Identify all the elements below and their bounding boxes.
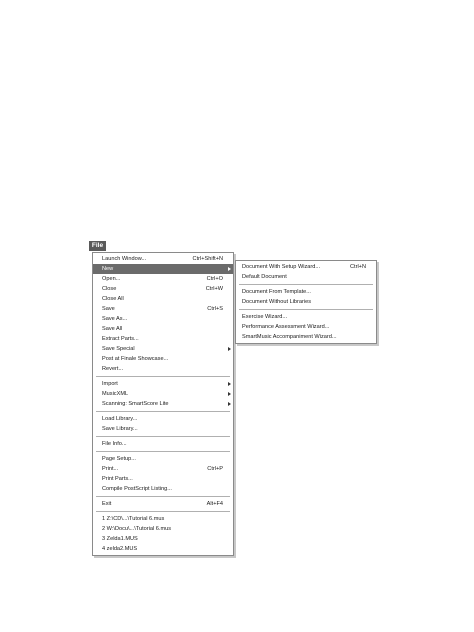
menu-item-label: Performance Assessment Wizard... <box>242 324 330 330</box>
submenu-item-without-libraries[interactable] <box>236 297 376 307</box>
submenu-item-default-document[interactable] <box>236 272 376 282</box>
menu-item-label: Print... <box>102 466 119 472</box>
menu-separator <box>96 496 230 497</box>
menu-item-save-all[interactable] <box>93 324 233 334</box>
menu-item-label: Extract Parts... <box>102 336 139 342</box>
menu-item-print-parts[interactable] <box>93 474 233 484</box>
menu-item-load-library[interactable] <box>93 414 233 424</box>
menu-item-label: Save All <box>102 326 123 332</box>
menu-item-label: 2 W:\Docu\...\Tutorial 6.mus <box>102 526 172 532</box>
menu-item-shortcut: Ctrl+Shift+N <box>192 256 223 262</box>
menu-item-label: SmartMusic Accompaniment Wizard... <box>242 334 337 340</box>
menu-separator <box>96 376 230 377</box>
menu-item-exit[interactable] <box>93 499 233 509</box>
menu-separator <box>96 411 230 412</box>
submenu-arrow-icon <box>228 402 231 406</box>
menu-item-shortcut: Ctrl+O <box>206 276 223 282</box>
menu-item-launch-window[interactable] <box>93 254 233 264</box>
menu-item-page-setup[interactable] <box>93 454 233 464</box>
menu-item-label: File Info... <box>102 441 127 447</box>
menu-item-scanning[interactable] <box>93 399 233 409</box>
menu-item-musicxml[interactable] <box>93 389 233 399</box>
menu-item-close-all[interactable] <box>93 294 233 304</box>
file-menu-tab[interactable]: File <box>89 241 106 251</box>
menu-item-label: Exercise Wizard... <box>242 314 288 320</box>
menu-item-save-library[interactable] <box>93 424 233 434</box>
menu-item-label: Document From Template... <box>242 289 311 295</box>
menu-item-compile-postscript[interactable] <box>93 484 233 494</box>
menu-item-extract-parts[interactable] <box>93 334 233 344</box>
menu-item-label: Print Parts... <box>102 476 133 482</box>
menu-item-label: 4 zelda2.MUS <box>102 546 138 552</box>
menu-item-revert[interactable] <box>93 364 233 374</box>
new-submenu <box>235 260 377 344</box>
submenu-arrow-icon <box>228 392 231 396</box>
menu-item-print[interactable] <box>93 464 233 474</box>
menu-item-save-as[interactable] <box>93 314 233 324</box>
file-menu <box>92 252 234 556</box>
menu-item-label: Open... <box>102 276 121 282</box>
menu-item-label: Document Without Libraries <box>242 299 312 305</box>
menu-item-label: Save Library... <box>102 426 138 432</box>
menu-item-label: Import <box>102 381 118 387</box>
menu-item-label: Revert... <box>102 366 124 372</box>
submenu-arrow-icon <box>228 382 231 386</box>
menu-item-label: 3 Zelda1.MUS <box>102 536 138 542</box>
menu-separator <box>96 451 230 452</box>
menu-item-label: MusicXML <box>102 391 129 397</box>
menu-item-recent-2[interactable] <box>93 524 233 534</box>
menu-item-label: Save Special <box>102 346 135 352</box>
submenu-arrow-icon <box>228 347 231 351</box>
menu-item-import[interactable] <box>93 379 233 389</box>
menu-item-shortcut: Alt+F4 <box>206 501 223 507</box>
menu-item-open[interactable] <box>93 274 233 284</box>
menu-item-close[interactable] <box>93 284 233 294</box>
menu-item-label: Close All <box>102 296 124 302</box>
menu-item-label: Scanning: SmartScore Lite <box>102 401 169 407</box>
menu-item-label: Document With Setup Wizard... <box>242 264 321 270</box>
menu-item-file-info[interactable] <box>93 439 233 449</box>
menu-item-shortcut: Ctrl+P <box>207 466 223 472</box>
submenu-item-exercise-wizard[interactable] <box>236 312 376 322</box>
menu-item-recent-1[interactable] <box>93 514 233 524</box>
menu-item-post-showcase[interactable] <box>93 354 233 364</box>
menu-item-save[interactable] <box>93 304 233 314</box>
menu-item-recent-4[interactable] <box>93 544 233 554</box>
menu-item-label: Exit <box>102 501 112 507</box>
menu-item-label: Save As... <box>102 316 128 322</box>
menu-item-label: Post at Finale Showcase... <box>102 356 169 362</box>
menu-item-shortcut: Ctrl+N <box>349 264 366 270</box>
menu-separator <box>96 436 230 437</box>
menu-item-save-special[interactable] <box>93 344 233 354</box>
menu-separator <box>96 511 230 512</box>
menu-item-label: New <box>102 266 114 272</box>
submenu-item-performance-wizard[interactable] <box>236 322 376 332</box>
menu-item-label: Compile PostScript Listing... <box>102 486 172 492</box>
menu-item-label: Save <box>102 306 115 312</box>
menu-item-shortcut: Ctrl+S <box>207 306 223 312</box>
menu-separator <box>239 309 373 310</box>
submenu-arrow-icon <box>228 267 231 271</box>
menu-item-shortcut: Ctrl+W <box>205 286 223 292</box>
submenu-item-from-template[interactable] <box>236 287 376 297</box>
menu-item-label: Load Library... <box>102 416 138 422</box>
menu-item-label: Launch Window... <box>102 256 147 262</box>
menu-item-label: Page Setup... <box>102 456 136 462</box>
menu-item-label: 1 Z:\CD\...\Tutorial 6.mus <box>102 516 165 522</box>
menu-item-recent-3[interactable] <box>93 534 233 544</box>
menu-item-label: Default Document <box>242 274 287 280</box>
menu-item-label: Close <box>102 286 117 292</box>
menu-separator <box>239 284 373 285</box>
submenu-item-setup-wizard[interactable] <box>236 262 376 272</box>
menu-item-new[interactable] <box>93 264 233 274</box>
submenu-item-smartmusic-wizard[interactable] <box>236 332 376 342</box>
